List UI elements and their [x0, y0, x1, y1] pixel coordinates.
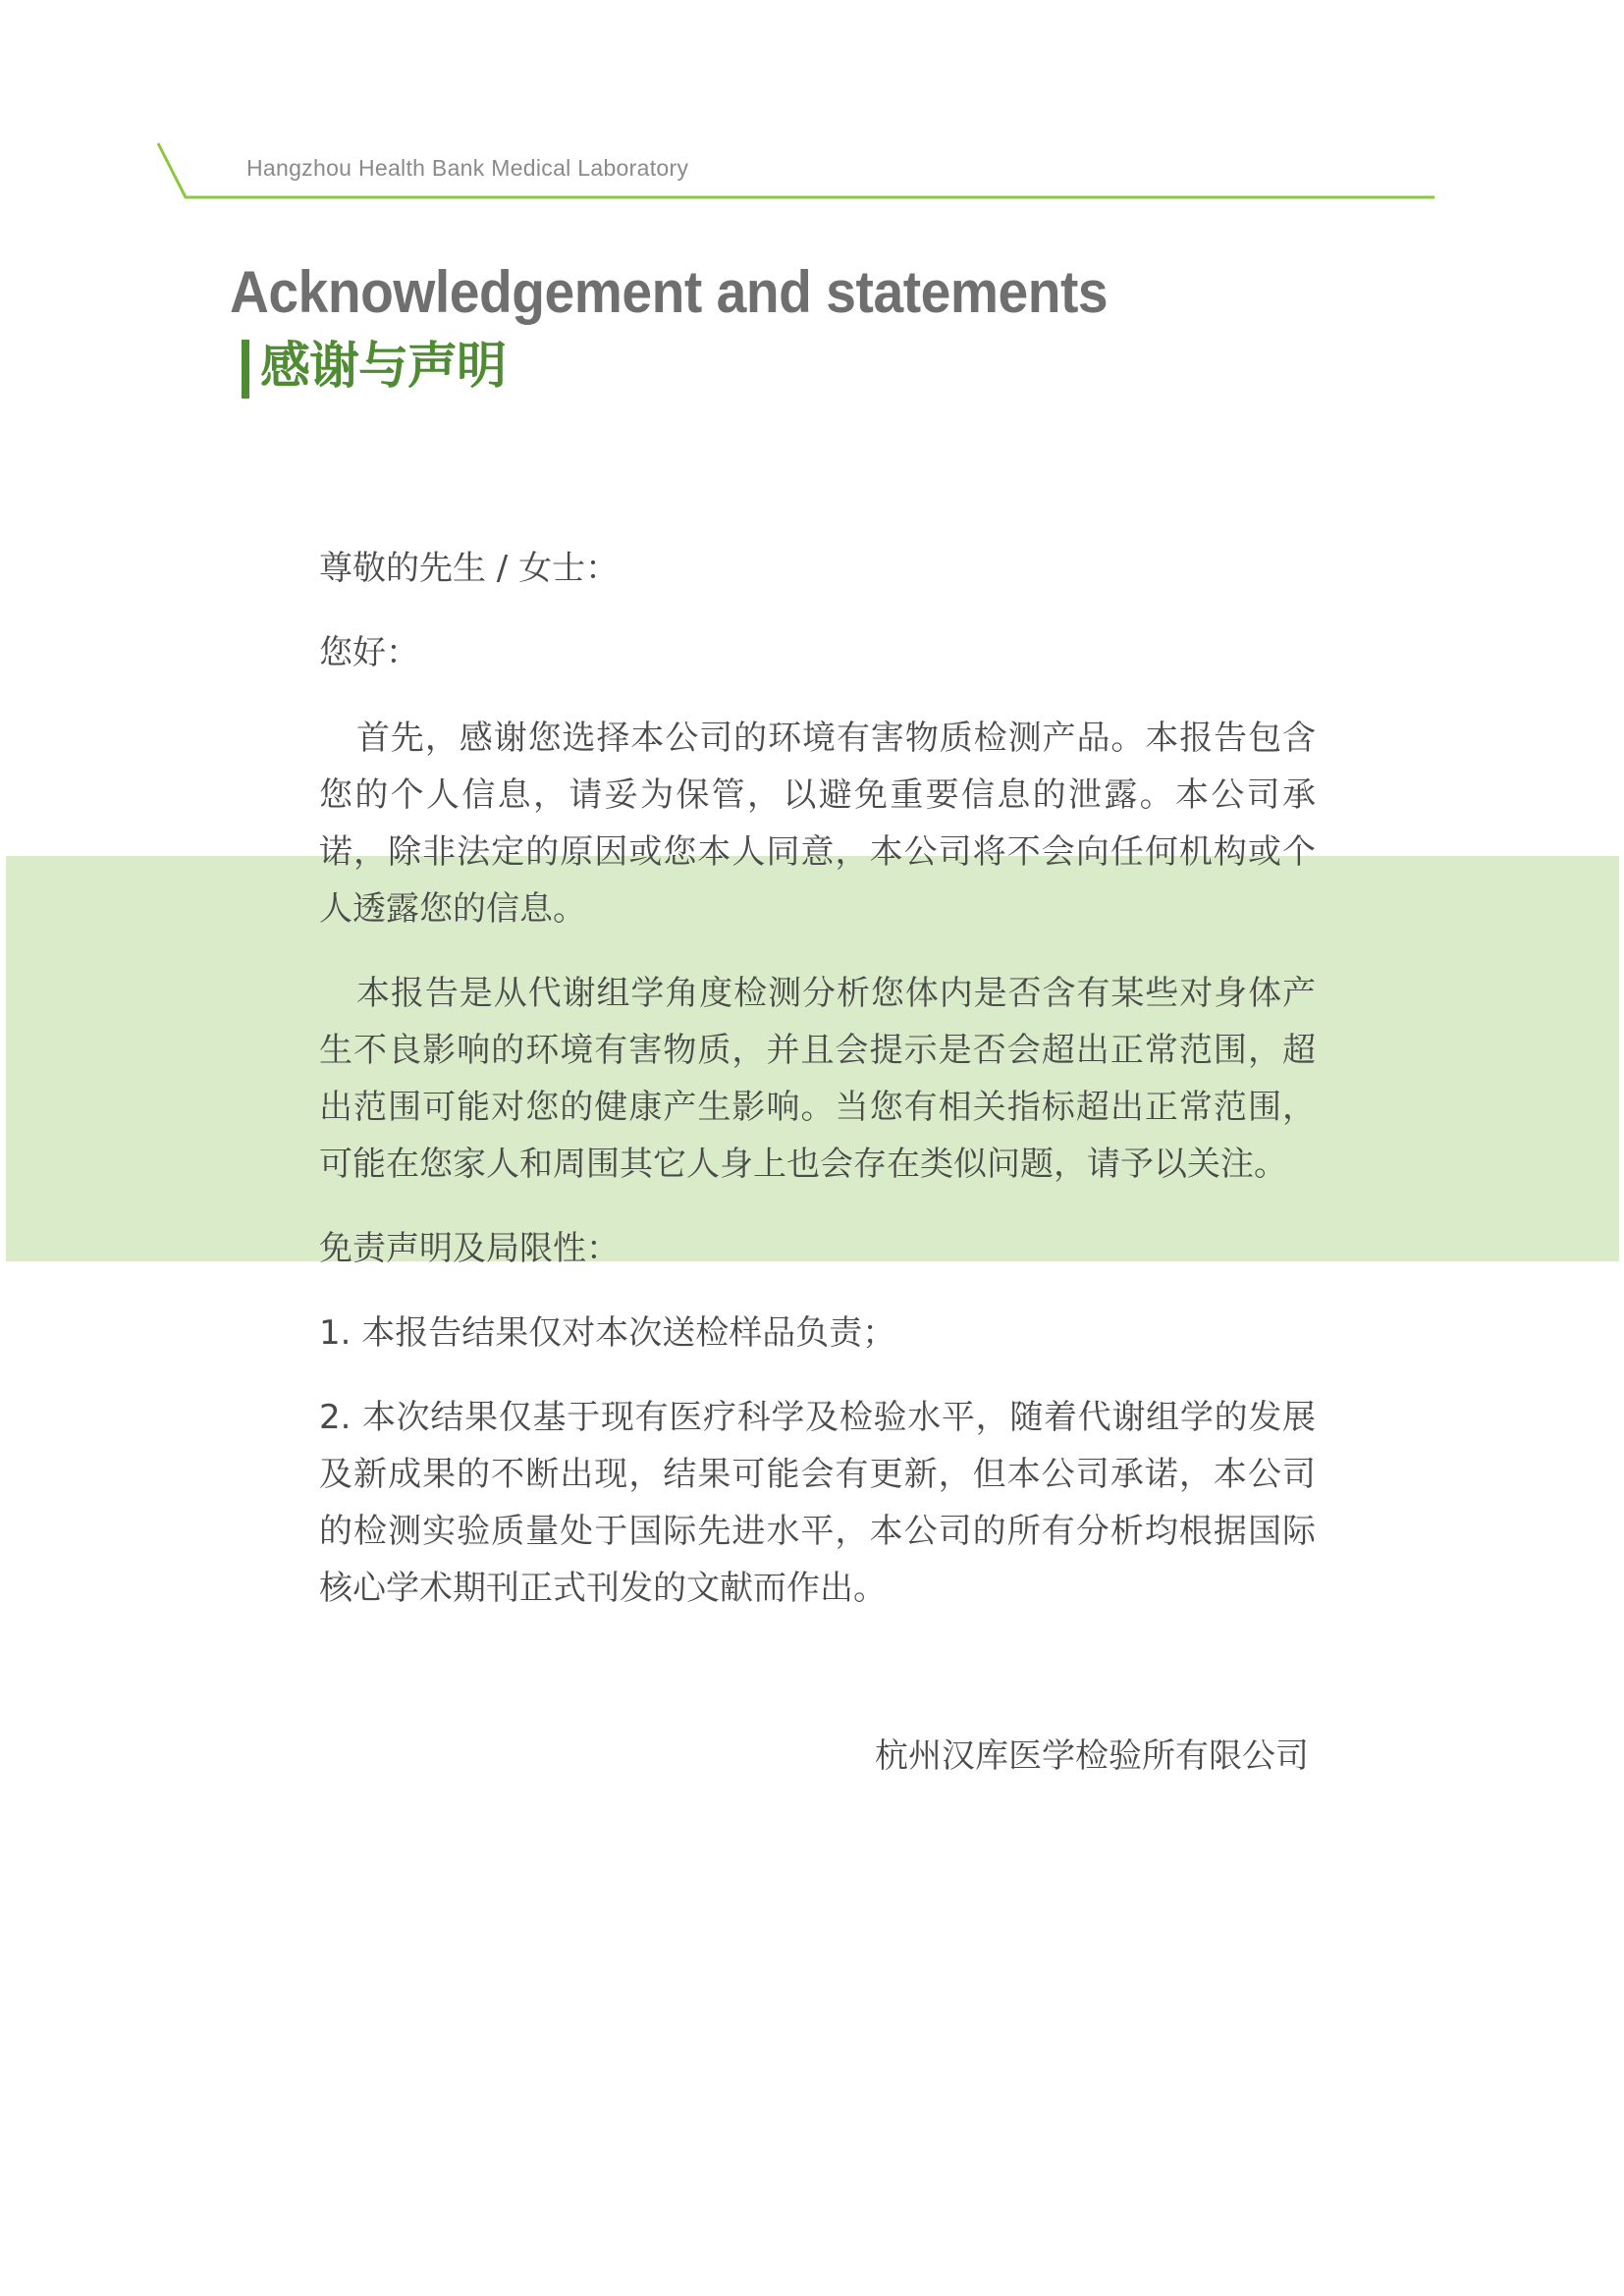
- disclaimer-item-2: 2. 本次结果仅基于现有医疗科学及检验水平，随着代谢组学的发展及新成果的不断出现，结果可能会有更新，但本公司承诺，本公司的检测实验质量处于国际先进水平，本公司的所有分析均根据国际核心学术期刊正式刊发的文献而作出。: [319, 1398, 1316, 1608]
- letter-greeting: 您好：: [319, 633, 419, 672]
- header-lab-name: Hangzhou Health Bank Medical Laboratory: [246, 155, 689, 181]
- disclaimer-heading: 免责声明及局限性：: [319, 1229, 620, 1268]
- company-signature: 杭州汉库医学检验所有限公司: [875, 1736, 1309, 1776]
- letter-paragraph-1: 首先，感谢您选择本公司的环境有害物质检测产品。本报告包含您的个人信息，请妥为保管，以避免重要信息的泄露。本公司承诺，除非法定的原因或您本人同意，本公司将不会向任何机构或个人透露您的信息。: [319, 719, 1316, 929]
- disclaimer-item-1: 1. 本报告结果仅对本次送检样品负责；: [319, 1313, 896, 1353]
- title-accent-bar: [242, 340, 249, 399]
- header-rule: [0, 0, 1624, 216]
- letter-paragraph-2: 本报告是从代谢组学角度检测分析您体内是否含有某些对身体产生不良影响的环境有害物质，并且会提示是否会超出正常范围，超出范围可能对您的健康产生影响。当您有相关指标超出正常范围，可能在您家人和周围其它人身上也会存在类似问题，请予以关注。: [319, 974, 1316, 1184]
- page-title-chinese: 感谢与声明: [260, 338, 507, 396]
- page-title-english: Acknowledgement and statements: [230, 259, 1109, 325]
- letter-salutation: 尊敬的先生 / 女士：: [319, 549, 620, 588]
